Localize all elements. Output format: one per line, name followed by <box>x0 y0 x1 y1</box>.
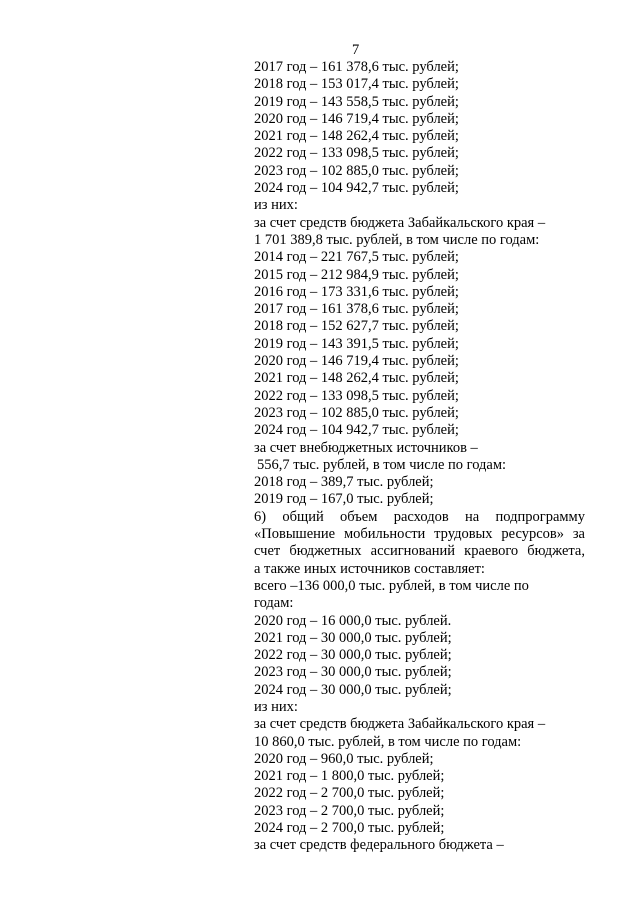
text-line: 10 860,0 тыс. рублей, в том числе по годам: <box>254 733 522 750</box>
text-line: «Повышение мобильности трудовых ресурсов» за <box>254 526 585 543</box>
text-line: 2023 год – 102 885,0 тыс. рублей; <box>254 162 459 179</box>
text-line: 2020 год – 960,0 тыс. рублей; <box>254 750 434 767</box>
text-line: 2015 год – 212 984,9 тыс. рублей; <box>254 266 459 283</box>
text-line: 1 701 389,8 тыс. рублей, в том числе по годам: <box>254 231 540 248</box>
text-line: 2022 год – 133 098,5 тыс. рублей; <box>254 387 459 404</box>
text-line: всего –136 000,0 тыс. рублей, в том числе по <box>254 577 529 594</box>
text-line: 2024 год – 30 000,0 тыс. рублей; <box>254 681 452 698</box>
document-body <box>254 59 585 855</box>
text-line: из них: <box>254 698 298 715</box>
text-line: 2018 год – 153 017,4 тыс. рублей; <box>254 76 459 93</box>
text-line: 2019 год – 143 391,5 тыс. рублей; <box>254 335 459 352</box>
text-line: 2021 год – 148 262,4 тыс. рублей; <box>254 128 459 145</box>
text-line: годам: <box>254 595 294 612</box>
text-line: 2024 год – 104 942,7 тыс. рублей; <box>254 180 459 197</box>
text-line: 2020 год – 146 719,4 тыс. рублей; <box>254 353 459 370</box>
text-line: 2021 год – 30 000,0 тыс. рублей; <box>254 629 452 646</box>
text-line: 2021 год – 1 800,0 тыс. рублей; <box>254 768 445 785</box>
text-line: 2020 год – 16 000,0 тыс. рублей. <box>254 612 452 629</box>
text-line: из них: <box>254 197 298 214</box>
text-line: 2020 год – 146 719,4 тыс. рублей; <box>254 110 459 127</box>
text-line: 2024 год – 2 700,0 тыс. рублей; <box>254 820 445 837</box>
text-line: 2018 год – 389,7 тыс. рублей; <box>254 474 434 491</box>
page-number: 7 <box>352 42 360 58</box>
text-line: 556,7 тыс. рублей, в том числе по годам: <box>257 456 507 473</box>
text-line: 2014 год – 221 767,5 тыс. рублей; <box>254 249 459 266</box>
text-line: 2023 год – 102 885,0 тыс. рублей; <box>254 404 459 421</box>
text-line: 2017 год – 161 378,6 тыс. рублей; <box>254 301 459 318</box>
text-line: 2019 год – 143 558,5 тыс. рублей; <box>254 93 459 110</box>
text-line: за счет средств бюджета Забайкальского края – <box>254 716 546 733</box>
text-line: а также иных источников составляет: <box>254 560 485 577</box>
text-line: 2021 год – 148 262,4 тыс. рублей; <box>254 370 459 387</box>
text-line: за счет средств бюджета Забайкальского края – <box>254 214 546 231</box>
text-line: 2018 год – 152 627,7 тыс. рублей; <box>254 318 459 335</box>
text-line: 2022 год – 30 000,0 тыс. рублей; <box>254 647 452 664</box>
text-line: 2023 год – 30 000,0 тыс. рублей; <box>254 664 452 681</box>
text-line: за счет внебюджетных источников – <box>254 439 478 456</box>
text-line: 2023 год – 2 700,0 тыс. рублей; <box>254 802 445 819</box>
text-line: 2017 год – 161 378,6 тыс. рублей; <box>254 59 459 75</box>
text-line: 2022 год – 2 700,0 тыс. рублей; <box>254 785 445 802</box>
text-line: 2016 год – 173 331,6 тыс. рублей; <box>254 283 459 300</box>
text-line: за счет средств федерального бюджета – <box>254 837 504 854</box>
text-line: 2024 год – 104 942,7 тыс. рублей; <box>254 422 459 439</box>
text-line: 2019 год – 167,0 тыс. рублей; <box>254 491 434 508</box>
text-line: счет бюджетных ассигнований краевого бюджета, <box>254 543 585 560</box>
text-line: 2022 год – 133 098,5 тыс. рублей; <box>254 145 459 162</box>
text-line: 6) общий объем расходов на подпрограмму <box>254 508 585 525</box>
